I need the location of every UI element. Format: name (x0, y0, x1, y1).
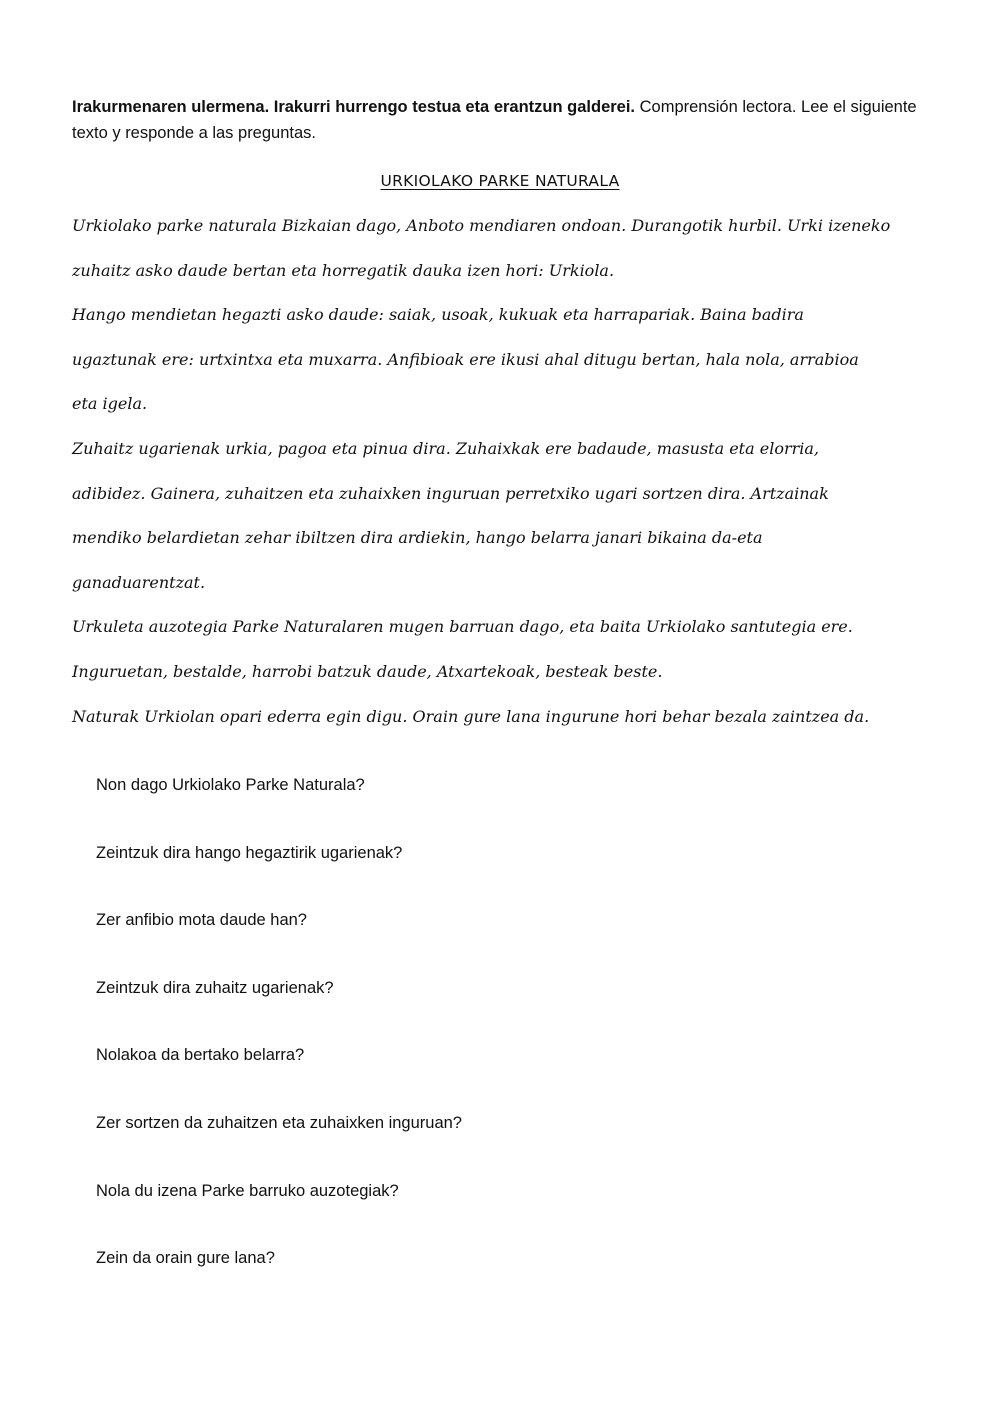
reading-line: adibidez. Gainera, zuhaitzen eta zuhaixken inguruan perretxiko ugari sortzen dira. Artzainak (72, 483, 829, 503)
question-7: Nola du izena Parke barruko auzotegiak? (96, 1182, 399, 1200)
reading-line: Inguruetan, bestalde, harrobi batzuk daude, Atxartekoak, besteak beste. (72, 662, 663, 681)
reading-line: Zuhaitz ugarienak urkia, pagoa eta pinua dira. Zuhaixkak ere badaude, masusta eta elorria, (72, 439, 819, 458)
reading-line: ugaztunak ere: urtxintxa eta muxarra. Anfibioak ere ikusi ahal ditugu bertan, hala nola, arrabioa (72, 349, 859, 369)
reading-line: Hango mendietan hegazti asko daude: saiak, usoak, kukuak eta harrapariak. Baina badira (72, 305, 804, 325)
reading-line: Urkuleta auzotegia Parke Naturalaren mugen barruan dago, eta baita Urkiolako santutegia ere. (72, 617, 853, 637)
reading-line: zuhaitz asko daude bertan eta horregatik dauka izen hori: Urkiola. (72, 260, 615, 280)
reading-line: Naturak Urkiolan opari ederra egin digu. Orain gure lana ingurune hori behar bezala zaintzea da. (72, 706, 870, 726)
instructions (72, 94, 932, 146)
question-1: Non dago Urkiolako Parke Naturala? (96, 776, 365, 794)
instructions-spanish: Comprensión lectora. Lee el siguiente texto y responde a las preguntas. (72, 98, 917, 142)
question-3: Zer anfibio mota daude han? (96, 911, 307, 929)
question-6: Zer sortzen da zuhaitzen eta zuhaixken inguruan? (96, 1114, 462, 1132)
instructions-basque: Irakurmenaren ulermena. Irakurri hurrengo testua eta erantzun galderei. (72, 98, 636, 116)
question-5: Nolakoa da bertako belarra? (96, 1046, 305, 1064)
question-2: Zeintzuk dira hango hegaztirik ugarienak? (96, 844, 403, 862)
reading-line: Urkiolako parke naturala Bizkaian dago, Anboto mendiaren ondoan. Durangotik hurbil. Urki izeneko (72, 216, 891, 235)
question-4: Zeintzuk dira zuhaitz ugarienak? (96, 979, 334, 997)
reading-line: eta igela. (72, 394, 148, 414)
reading-line: ganaduarentzat. (72, 572, 206, 592)
reading-line: mendiko belardietan zehar ibiltzen dira ardiekin, hango belarra janari bikaina da-eta (72, 528, 763, 548)
reading-title: URKIOLAKO PARKE NATURALA (380, 172, 620, 190)
question-8: Zein da orain gure lana? (96, 1249, 275, 1267)
